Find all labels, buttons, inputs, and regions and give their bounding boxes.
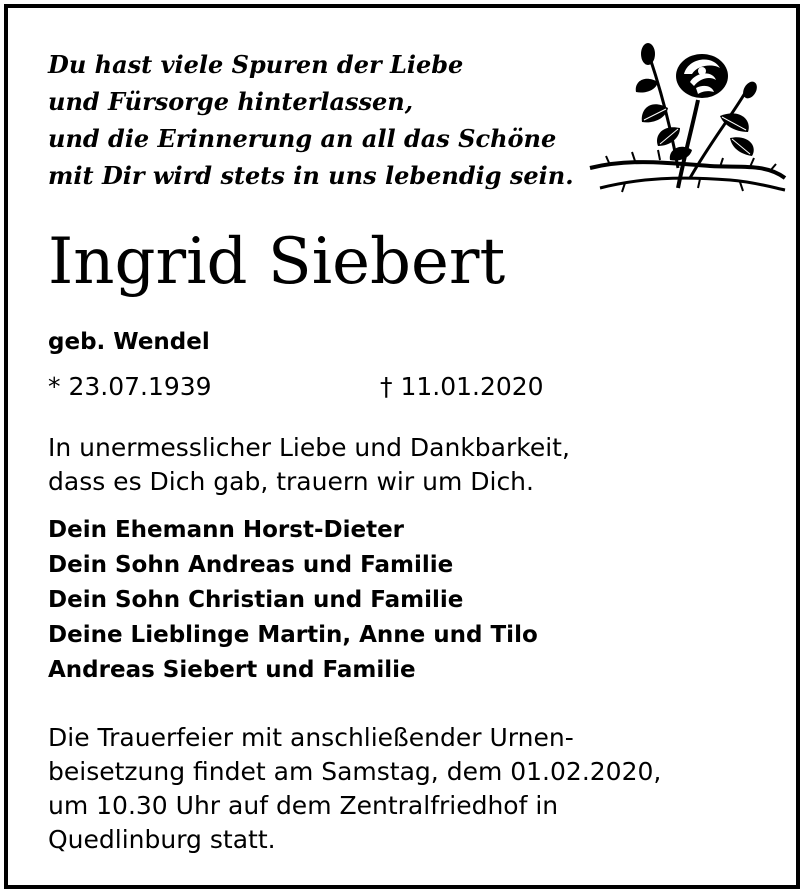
grief-statement [48, 431, 570, 499]
mourner-entry: Dein Sohn Andreas und Familie [48, 552, 454, 578]
birth-date: * 23.07.1939 [48, 372, 212, 401]
memorial-verse [48, 46, 574, 194]
verse-line: und Fürsorge hinterlassen, [48, 87, 414, 116]
deceased-name: Ingrid Siebert [48, 225, 506, 299]
verse-line: mit Dir wird stets in uns lebendig sein. [48, 161, 574, 190]
service-line: Quedlinburg statt. [48, 825, 276, 854]
mourners-list [48, 513, 538, 688]
death-date: † 11.01.2020 [380, 372, 544, 401]
obituary-notice [4, 4, 800, 889]
verse-line: und die Erinnerung an all das Schöne [48, 124, 557, 153]
mourner-entry: Andreas Siebert und Familie [48, 657, 416, 683]
rose-icon [580, 38, 790, 198]
grief-line: In unermesslicher Liebe und Dankbarkeit, [48, 433, 570, 462]
service-line: Die Trauerfeier mit anschließender Urnen- [48, 723, 574, 752]
service-line: beisetzung findet am Samstag, dem 01.02.2020, [48, 757, 662, 786]
mourner-entry: Dein Sohn Christian und Familie [48, 587, 464, 613]
mourner-entry: Deine Lieblinge Martin, Anne und Tilo [48, 622, 538, 648]
verse-line: Du hast viele Spuren der Liebe [48, 50, 464, 79]
mourner-entry: Dein Ehemann Horst-Dieter [48, 517, 405, 543]
grief-line: dass es Dich gab, trauern wir um Dich. [48, 467, 534, 496]
funeral-service-info [48, 721, 661, 857]
service-line: um 10.30 Uhr auf dem Zentralfriedhof in [48, 791, 559, 820]
maiden-name: geb. Wendel [48, 329, 210, 355]
